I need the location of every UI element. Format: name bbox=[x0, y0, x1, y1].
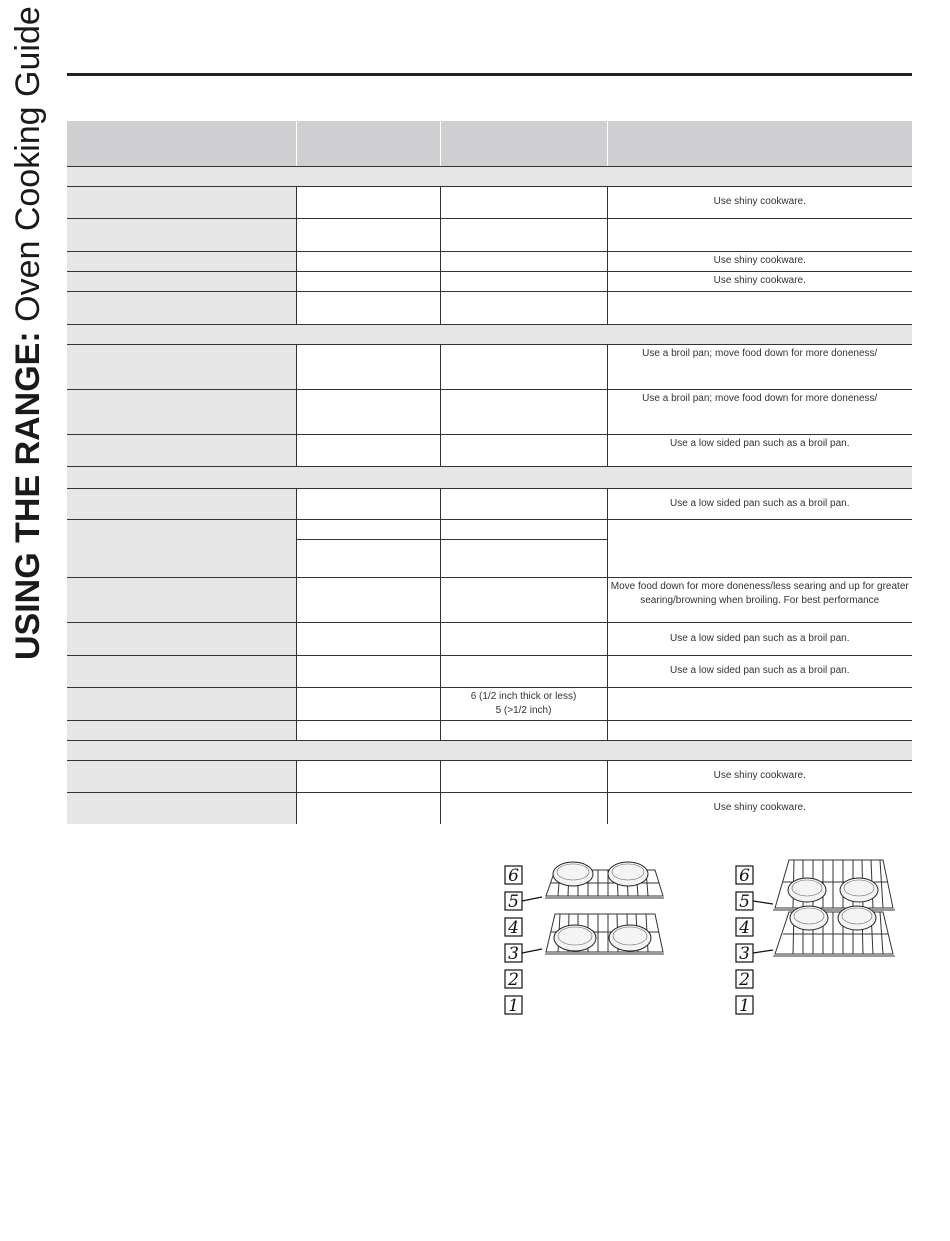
table-row bbox=[67, 344, 912, 389]
table-row bbox=[67, 389, 912, 434]
table-row bbox=[67, 186, 912, 218]
rack-label: 3 bbox=[508, 944, 519, 964]
rack-label: 5 bbox=[739, 892, 750, 912]
rack-label: 4 bbox=[508, 918, 519, 938]
table-row bbox=[67, 720, 912, 740]
section-row bbox=[67, 740, 912, 760]
table-row bbox=[67, 577, 912, 622]
table-row bbox=[67, 792, 912, 824]
table-header-row bbox=[67, 121, 912, 166]
section-row bbox=[67, 466, 912, 488]
rack-label: 2 bbox=[508, 970, 519, 990]
row-note: Use shiny cookware. bbox=[607, 760, 912, 792]
rack-label: 6 bbox=[739, 866, 750, 886]
side-title-light: Oven Cooking Guide bbox=[9, 6, 47, 332]
rack-figure-left bbox=[500, 852, 670, 1020]
row-note: Move food down for more doneness/less searing and up for greater searing/browning when broiling. For best performance bbox=[607, 577, 912, 622]
rack-label: 5 bbox=[508, 892, 519, 912]
row-note: Use a broil pan; move food down for more doneness/ bbox=[607, 389, 912, 434]
row-note: Use shiny cookware. bbox=[607, 186, 912, 218]
table-row bbox=[67, 251, 912, 271]
table-row bbox=[67, 760, 912, 792]
side-title-bold: USING THE RANGE: bbox=[9, 331, 47, 660]
thickness-line-2: 5 (>1/2 inch) bbox=[495, 704, 552, 716]
row-note: Use a low sided pan such as a broil pan. bbox=[607, 488, 912, 519]
row-note: Use a low sided pan such as a broil pan. bbox=[607, 655, 912, 687]
cooking-guide-table bbox=[67, 121, 912, 824]
section-row bbox=[67, 324, 912, 344]
side-title bbox=[8, 0, 48, 700]
table-row bbox=[67, 519, 912, 539]
rack-label: 6 bbox=[508, 866, 519, 886]
top-rule bbox=[67, 73, 912, 76]
table-row bbox=[67, 488, 912, 519]
rack-illustration bbox=[731, 852, 901, 1020]
table-row bbox=[67, 622, 912, 655]
rack-label: 1 bbox=[739, 996, 750, 1016]
table-row bbox=[67, 271, 912, 291]
section-row bbox=[67, 166, 912, 186]
row-note: Use shiny cookware. bbox=[607, 271, 912, 291]
rack-label: 4 bbox=[739, 918, 750, 938]
row-note: Use a broil pan; move food down for more doneness/ bbox=[607, 344, 912, 389]
row-note: Use a low sided pan such as a broil pan. bbox=[607, 622, 912, 655]
table-row bbox=[67, 218, 912, 251]
table-row bbox=[67, 434, 912, 466]
row-note: Use a low sided pan such as a broil pan. bbox=[607, 434, 912, 466]
table-row bbox=[67, 655, 912, 687]
row-note: Use shiny cookware. bbox=[607, 251, 912, 271]
table-row bbox=[67, 687, 912, 720]
rack-label: 3 bbox=[739, 944, 750, 964]
rack-illustration bbox=[500, 852, 670, 1020]
thickness-cell bbox=[440, 687, 607, 720]
row-note: Use shiny cookware. bbox=[607, 792, 912, 824]
rack-figure-right bbox=[731, 852, 901, 1020]
rack-label: 2 bbox=[739, 970, 750, 990]
table-row bbox=[67, 291, 912, 324]
thickness-line-1: 6 (1/2 inch thick or less) bbox=[470, 690, 577, 702]
rack-label: 1 bbox=[508, 996, 519, 1016]
